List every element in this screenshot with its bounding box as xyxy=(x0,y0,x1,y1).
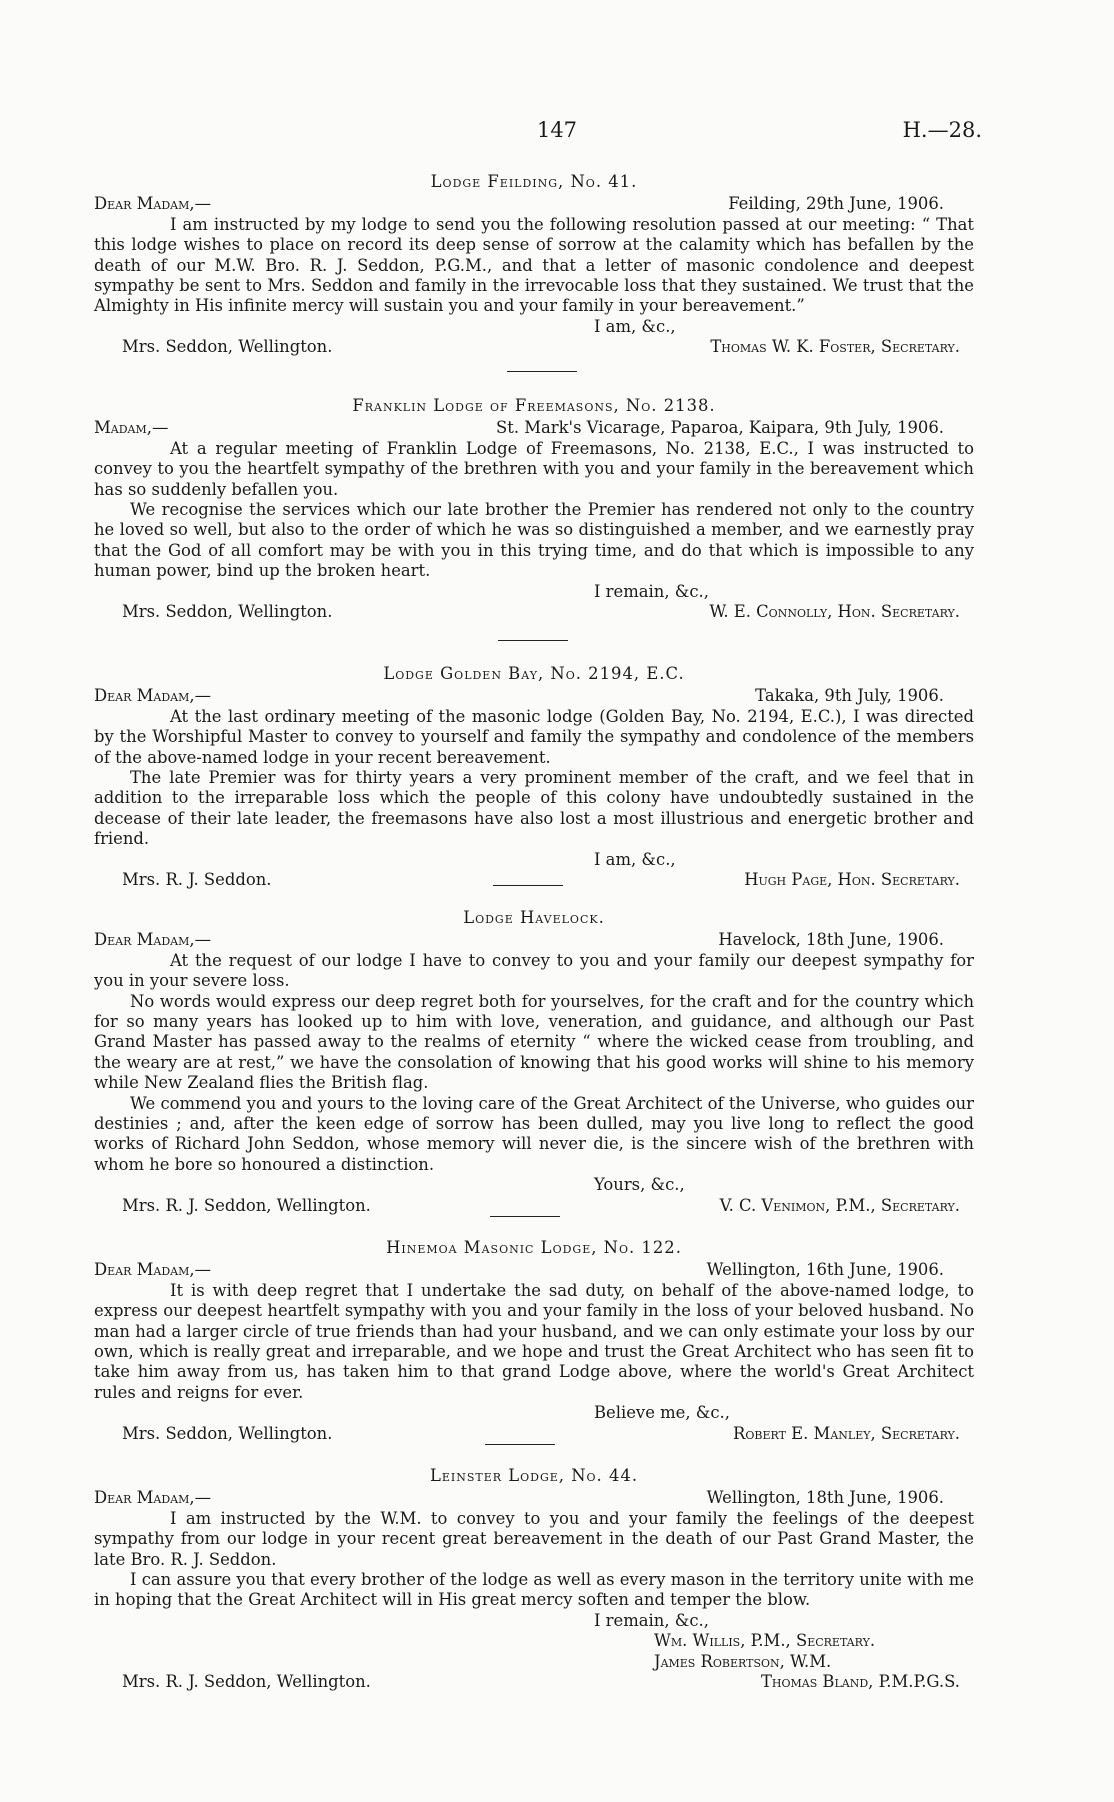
signature: Thomas W. K. Foster, Secretary. xyxy=(710,337,960,357)
place-date: Havelock, 18th June, 1906. xyxy=(718,930,944,950)
letter-heading: Lodge Feilding, No. 41. xyxy=(430,172,638,191)
letter-paragraph: No words would express our deep regret both for yourselves, for the craft and for the country which for so many years has looked up to him with love, veneration, and guidance, and although our Past Grand Master has passed away to the realms of eternity “ where the wicked cease from troubling, and the weary are at rest,” we have the consolation of knowing that his good works will shine to his memory while New Zealand flies the British flag. xyxy=(94,991,974,1093)
place-date: Takaka, 9th July, 1906. xyxy=(755,686,944,706)
place-date: St. Mark's Vicarage, Paparoa, Kaipara, 9th July, 1906. xyxy=(496,418,944,438)
salutation: Dear Madam,— xyxy=(94,1260,211,1280)
closing: I am, &c., xyxy=(594,849,676,869)
document-reference: H.—28. xyxy=(902,118,982,142)
signature: V. C. Venimon, P.M., Secretary. xyxy=(719,1195,960,1215)
salutation: Dear Madam,— xyxy=(94,194,211,214)
addressee: Mrs. R. J. Seddon. xyxy=(122,870,272,890)
letter-heading: Lodge Havelock. xyxy=(463,908,605,927)
letter-heading: Hinemoa Masonic Lodge, No. 122. xyxy=(386,1238,682,1257)
letter-hinemoa-lodge xyxy=(94,1238,974,1444)
closing: I am, &c., xyxy=(594,316,676,336)
salutation: Dear Madam,— xyxy=(94,930,211,950)
signature: Hugh Page, Hon. Secretary. xyxy=(744,870,960,890)
letter-paragraph: I am instructed by my lodge to send you the following resolution passed at our meeting: “ That this lodge wishes to place on record its deep sense of sorrow at the calamity which has befallen by the death of our M.W. Bro. R. J. Seddon, P.G.M., and that a letter of masonic condolence and deepest sympathy be sent to Mrs. Seddon and family in the irrevocable loss that they sustained. We trust that the Almighty in His infinite mercy will sustain you and your family in your bereavement.” xyxy=(94,214,974,316)
signature: Wm. Willis, P.M., Secretary. xyxy=(654,1631,876,1651)
section-divider xyxy=(485,1444,555,1445)
closing: I remain, &c., xyxy=(594,581,709,601)
letter-paragraph: At the request of our lodge I have to convey to you and your family our deepest sympathy for you in your severe loss. xyxy=(94,950,974,991)
letter-paragraph: I can assure you that every brother of the lodge as well as every mason in the territory unite with me in hoping that the Great Architect will in His great mercy soften and temper the blow. xyxy=(94,1570,974,1610)
salutation: Dear Madam,— xyxy=(94,1488,211,1508)
letter-franklin-lodge xyxy=(94,396,974,622)
addressee: Mrs. R. J. Seddon, Wellington. xyxy=(122,1195,371,1215)
section-divider xyxy=(507,371,577,372)
page-number: 147 xyxy=(536,118,578,142)
letter-lodge-golden-bay xyxy=(94,664,974,890)
letter-paragraph: It is with deep regret that I undertake the sad duty, on behalf of the above-named lodge, to express our deepest heartfelt sympathy with you and your family in the loss of your beloved husband. No man had a larger circle of true friends than had your husband, and we can only estimate your loss by our own, which is really great and irreparable, and we hope and trust the Great Architect who has seen fit to take him away from us, has taken him to that grand Lodge above, where the world's Great Architect rules and reigns for ever. xyxy=(94,1280,974,1402)
letter-paragraph: At the last ordinary meeting of the masonic lodge (Golden Bay, No. 2194, E.C.), I was directed by the Worshipful Master to convey to yourself and family the sympathy and condolence of the members of the above-named lodge in your recent bereavement. xyxy=(94,706,974,767)
letter-lodge-havelock xyxy=(94,908,974,1216)
letter-paragraph: We recognise the services which our late brother the Premier has rendered not only to the country he loved so well, but also to the order of which he was so distinguished a member, and we earnestly pray that the God of all comfort may be with you in this trying time, and do that which is impossible to any human power, bind up the broken heart. xyxy=(94,500,974,581)
signature: Thomas Bland, P.M.P.G.S. xyxy=(760,1672,960,1692)
salutation: Madam,— xyxy=(94,418,169,438)
letter-paragraph: At a regular meeting of Franklin Lodge of Freemasons, No. 2138, E.C., I was instructed to convey to you the heartfelt sympathy of the brethren with you and your family in the bereavement which has so suddenly befallen you. xyxy=(94,438,974,499)
signature: Robert E. Manley, Secretary. xyxy=(733,1423,960,1443)
place-date: Wellington, 16th June, 1906. xyxy=(706,1260,944,1280)
place-date: Wellington, 18th June, 1906. xyxy=(706,1488,944,1508)
letter-paragraph: We commend you and yours to the loving care of the Great Architect of the Universe, who guides our destinies ; and, after the keen edge of sorrow has been dulled, may you live long to reflect the good works of Richard John Seddon, whose memory will never die, is the sincere wish of the brethren with whom he bore so honoured a distinction. xyxy=(94,1093,974,1174)
section-divider xyxy=(493,885,563,886)
section-divider xyxy=(498,640,568,641)
letter-leinster-lodge xyxy=(94,1466,974,1692)
addressee: Mrs. R. J. Seddon, Wellington. xyxy=(122,1672,371,1692)
closing: I remain, &c., xyxy=(594,1610,709,1630)
signature: W. E. Connolly, Hon. Secretary. xyxy=(709,602,960,622)
letter-paragraph: The late Premier was for thirty years a very prominent member of the craft, and we feel that in addition to the irreparable loss which the people of this colony have undoubtedly sustained in the decease of their late leader, the freemasons have also lost a most illustrious and energetic brother and friend. xyxy=(94,768,974,849)
signature: James Robertson, W.M. xyxy=(654,1651,832,1671)
closing: Yours, &c., xyxy=(594,1175,685,1195)
addressee: Mrs. Seddon, Wellington. xyxy=(122,1423,333,1443)
addressee: Mrs. Seddon, Wellington. xyxy=(122,337,333,357)
salutation: Dear Madam,— xyxy=(94,686,211,706)
addressee: Mrs. Seddon, Wellington. xyxy=(122,602,333,622)
letter-heading: Leinster Lodge, No. 44. xyxy=(429,1466,639,1485)
letter-paragraph: I am instructed by the W.M. to convey to you and your family the feelings of the deepest sympathy from our lodge in your recent great bereavement in the death of our Past Grand Master, the late Bro. R. J. Seddon. xyxy=(94,1508,974,1569)
letter-heading: Franklin Lodge of Freemasons, No. 2138. xyxy=(352,396,716,415)
place-date: Feilding, 29th June, 1906. xyxy=(728,194,944,214)
letter-lodge-feilding xyxy=(94,172,974,358)
letter-heading: Lodge Golden Bay, No. 2194, E.C. xyxy=(383,664,685,683)
section-divider xyxy=(490,1216,560,1217)
closing: Believe me, &c., xyxy=(594,1403,730,1423)
